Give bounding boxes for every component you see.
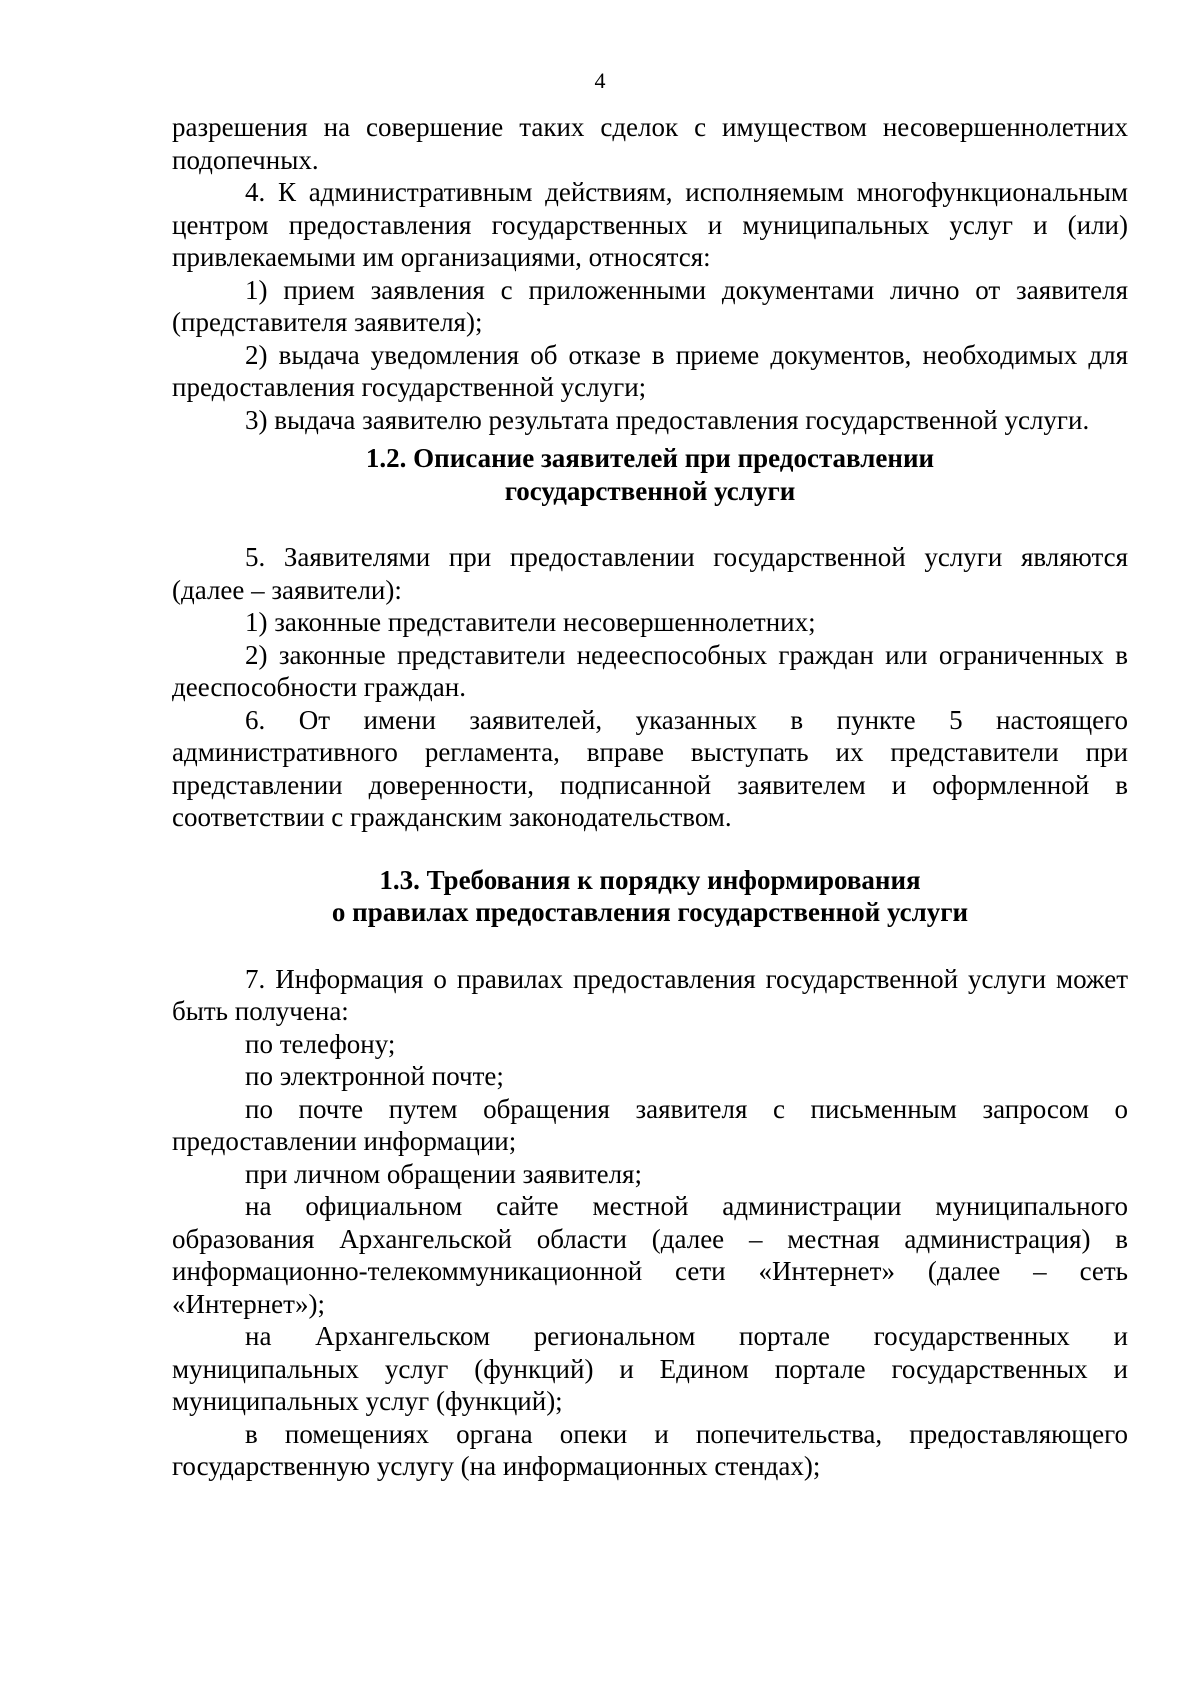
paragraph-subitem-2: 2) выдача уведомления об отказе в приеме документов, необходимых для предоставления государственной услуги;	[172, 339, 1128, 402]
page-number: 4	[594, 68, 606, 93]
paragraph-item-5: 5. Заявителями при предоставлении государственной услуги являются (далее – заявители):	[172, 542, 1128, 605]
section-heading-1-2	[172, 442, 1128, 507]
paragraph-item-7: 7. Информация о правилах предоставления государственной услуги может быть получена:	[172, 963, 1128, 1026]
section-heading-1-3	[172, 864, 1128, 929]
document-body	[172, 111, 1128, 1483]
paragraph-channel-personal: при личном обращении заявителя;	[245, 1158, 642, 1189]
section-heading-1-3-line2: о правилах предоставления государственной услуги	[331, 897, 969, 927]
paragraph-channel-website: на официальном сайте местной администрации муниципального образования Архангельской области (далее – местная администрация) в информационно-телекоммуникационной сети «Интернет» (далее – сеть «Интернет»);	[172, 1191, 1128, 1319]
section-heading-1-2-line2: государственной услуги	[504, 475, 796, 506]
paragraph-applicant-2: 2) законные представители недееспособных граждан или ограниченных в дееспособности граждан.	[172, 639, 1128, 702]
section-heading-1-2-line1: 1.2. Описание заявителей при предоставлении	[365, 443, 935, 473]
paragraph-item-6: 6. От имени заявителей, указанных в пункте 5 настоящего административного регламента, вправе выступать их представители при представлении доверенности, подписанной заявителем и оформленной в соответствии с гражданским законодательством.	[172, 704, 1128, 832]
paragraph-channel-phone: по телефону;	[245, 1028, 396, 1059]
paragraph-item-4: 4. К административным действиям, исполняемым многофункциональным центром предоставления государственных и муниципальных услуг и (или) привлекаемыми им организациями, относятся:	[172, 177, 1128, 272]
paragraph-applicant-1: 1) законные представители несовершеннолетних;	[245, 607, 816, 637]
paragraph-channel-portals: на Архангельском региональном портале государственных и муниципальных услуг (функций) и Едином портале государственных и муниципальных услуг (функций);	[172, 1321, 1128, 1416]
section-heading-1-3-line1: 1.3. Требования к порядку информирования	[379, 864, 921, 895]
paragraph-continuation: разрешения на совершение таких сделок с имуществом несовершеннолетних подопечных.	[172, 112, 1128, 175]
paragraph-channel-mail: по почте путем обращения заявителя с письменным запросом о предоставлении информации;	[172, 1093, 1128, 1156]
paragraph-channel-email: по электронной почте;	[245, 1061, 504, 1091]
paragraph-subitem-1: 1) прием заявления с приложенными документами лично от заявителя (представителя заявителя);	[172, 274, 1128, 337]
paragraph-subitem-3: 3) выдача заявителю результата предоставления государственной услуги.	[245, 404, 1090, 435]
paragraph-channel-premises: в помещениях органа опеки и попечительства, предоставляющего государственную услугу (на информационных стендах);	[172, 1418, 1128, 1481]
